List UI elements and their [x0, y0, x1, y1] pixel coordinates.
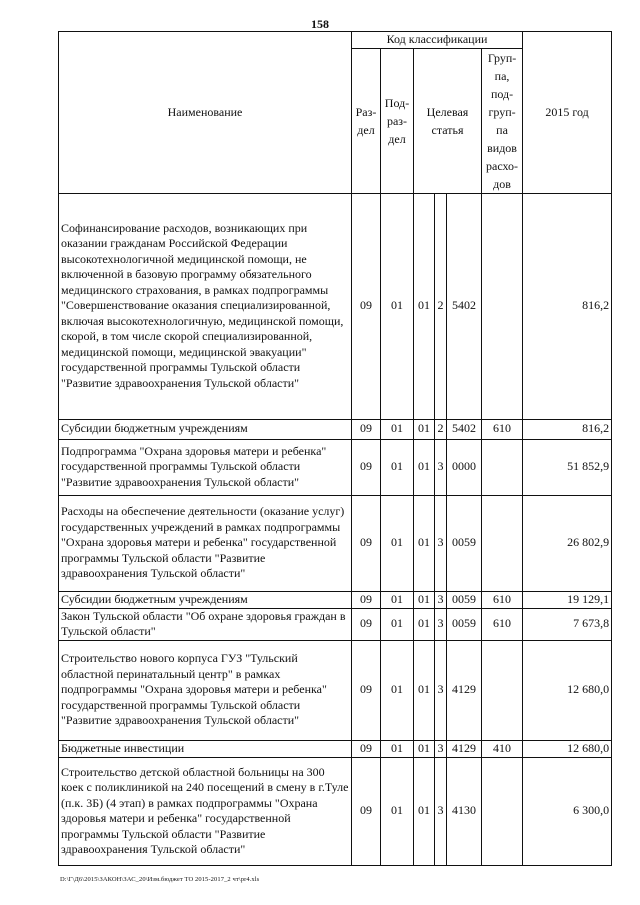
table-row	[59, 419, 612, 439]
header-row-top	[59, 32, 612, 49]
header-name: Наименование	[59, 32, 352, 194]
row-expense-type: 410	[482, 740, 523, 757]
row-name: Расходы на обеспечение деятельности (оказание услуг) государственных учреждений в рамках подпрограммы "Охрана здоровья матери и ребенка" государственной программы Тульской области "Развитие здравоохранения Тульской области"	[59, 495, 352, 591]
row-target-part2: 3	[435, 740, 447, 757]
page-number: 158	[311, 17, 329, 31]
row-target-part1: 01	[414, 419, 435, 439]
row-razdel: 09	[352, 608, 381, 640]
row-target-part1: 01	[414, 439, 435, 495]
budget-table	[58, 31, 612, 866]
row-amount: 816,2	[523, 193, 612, 419]
table-row	[59, 193, 612, 419]
row-name: Строительство нового корпуса ГУЗ "Тульский областной перинатальный центр" в рамках подпрограммы "Охрана здоровья матери и ребенка" государственной программы Тульской области "Развитие здравоохранения Тульской области"	[59, 640, 352, 740]
row-target-part1: 01	[414, 640, 435, 740]
row-razdel: 09	[352, 740, 381, 757]
row-target-part3: 4130	[447, 757, 482, 865]
row-target-part1: 01	[414, 495, 435, 591]
row-razdel: 09	[352, 757, 381, 865]
row-target-part3: 4129	[447, 740, 482, 757]
row-target-part1: 01	[414, 757, 435, 865]
row-podrazdel: 01	[381, 193, 414, 419]
row-target-part1: 01	[414, 591, 435, 608]
row-razdel: 09	[352, 193, 381, 419]
row-target-part3: 5402	[447, 419, 482, 439]
row-name: Субсидии бюджетным учреждениям	[59, 419, 352, 439]
row-name: Бюджетные инвестиции	[59, 740, 352, 757]
row-amount: 816,2	[523, 419, 612, 439]
row-podrazdel: 01	[381, 740, 414, 757]
table-body	[59, 193, 612, 865]
row-target-part3: 5402	[447, 193, 482, 419]
row-target-part2: 3	[435, 757, 447, 865]
row-razdel: 09	[352, 439, 381, 495]
row-target-part3: 0000	[447, 439, 482, 495]
row-expense-type	[482, 495, 523, 591]
header-year: 2015 год	[523, 32, 612, 194]
row-target-part1: 01	[414, 740, 435, 757]
row-amount: 12 680,0	[523, 640, 612, 740]
row-name: Закон Тульской области "Об охране здоровья граждан в Тульской области"	[59, 608, 352, 640]
row-target-part2: 3	[435, 591, 447, 608]
row-podrazdel: 01	[381, 495, 414, 591]
row-expense-type: 610	[482, 591, 523, 608]
header-target-article: Целевая статья	[414, 48, 482, 193]
row-podrazdel: 01	[381, 419, 414, 439]
row-target-part3: 0059	[447, 608, 482, 640]
row-name: Софинансирование расходов, возникающих при оказании гражданам Российской Федерации высокотехнологичной медицинской помощи, не включенной в базовую программу обязательного медицинского страхования, в рамках подпрограммы "Совершенствование оказания специализированной, включая высокотехнологичную, медицинской помощи, скорой, в том числе скорой специализированной, медицинской помощи, медицинской эвакуации" государственной программы Тульской области "Развитие здравоохранения Тульской области"	[59, 193, 352, 419]
file-path-footer: D:\Г\Д6\2015\ЗАКОН\ЗАС_20\Изм.бюджет ТО 2015-2017_2 чт\pr4.xls	[60, 876, 260, 883]
row-expense-type	[482, 193, 523, 419]
row-razdel: 09	[352, 419, 381, 439]
row-expense-type	[482, 439, 523, 495]
row-amount: 26 802,9	[523, 495, 612, 591]
row-podrazdel: 01	[381, 439, 414, 495]
header-classification: Код классификации	[352, 32, 523, 49]
row-target-part1: 01	[414, 193, 435, 419]
row-name: Субсидии бюджетным учреждениям	[59, 591, 352, 608]
row-expense-type	[482, 640, 523, 740]
row-razdel: 09	[352, 591, 381, 608]
row-podrazdel: 01	[381, 757, 414, 865]
header-podrazdel: Под- раз- дел	[381, 48, 414, 193]
row-name: Подпрограмма "Охрана здоровья матери и ребенка" государственной программы Тульской области "Развитие здравоохранения Тульской области"	[59, 439, 352, 495]
table-row	[59, 640, 612, 740]
row-podrazdel: 01	[381, 640, 414, 740]
table-row	[59, 591, 612, 608]
row-amount: 6 300,0	[523, 757, 612, 865]
row-podrazdel: 01	[381, 591, 414, 608]
row-amount: 7 673,8	[523, 608, 612, 640]
row-target-part2: 3	[435, 608, 447, 640]
table-row	[59, 495, 612, 591]
row-expense-type	[482, 757, 523, 865]
row-target-part3: 0059	[447, 591, 482, 608]
row-podrazdel: 01	[381, 608, 414, 640]
row-amount: 19 129,1	[523, 591, 612, 608]
table-row	[59, 439, 612, 495]
row-target-part3: 4129	[447, 640, 482, 740]
row-amount: 12 680,0	[523, 740, 612, 757]
row-target-part2: 3	[435, 495, 447, 591]
row-target-part2: 2	[435, 419, 447, 439]
row-name: Строительство детской областной больницы на 300 коек с поликлиникой на 240 посещений в смену в г.Туле (п.к. 3Б) (4 этап) в рамках подпрограммы "Охрана здоровья матери и ребенка" государственной программы Тульской области "Развитие здравоохранения Тульской области"	[59, 757, 352, 865]
table-row	[59, 757, 612, 865]
row-expense-type: 610	[482, 419, 523, 439]
header-expense-group: Груп- па, под- груп- па видов расхо- дов	[482, 48, 523, 193]
table-row	[59, 608, 612, 640]
row-amount: 51 852,9	[523, 439, 612, 495]
table-row	[59, 740, 612, 757]
header-razdel: Раз- дел	[352, 48, 381, 193]
row-razdel: 09	[352, 640, 381, 740]
row-target-part3: 0059	[447, 495, 482, 591]
row-target-part1: 01	[414, 608, 435, 640]
row-target-part2: 3	[435, 439, 447, 495]
row-razdel: 09	[352, 495, 381, 591]
row-target-part2: 3	[435, 640, 447, 740]
row-target-part2: 2	[435, 193, 447, 419]
row-expense-type: 610	[482, 608, 523, 640]
